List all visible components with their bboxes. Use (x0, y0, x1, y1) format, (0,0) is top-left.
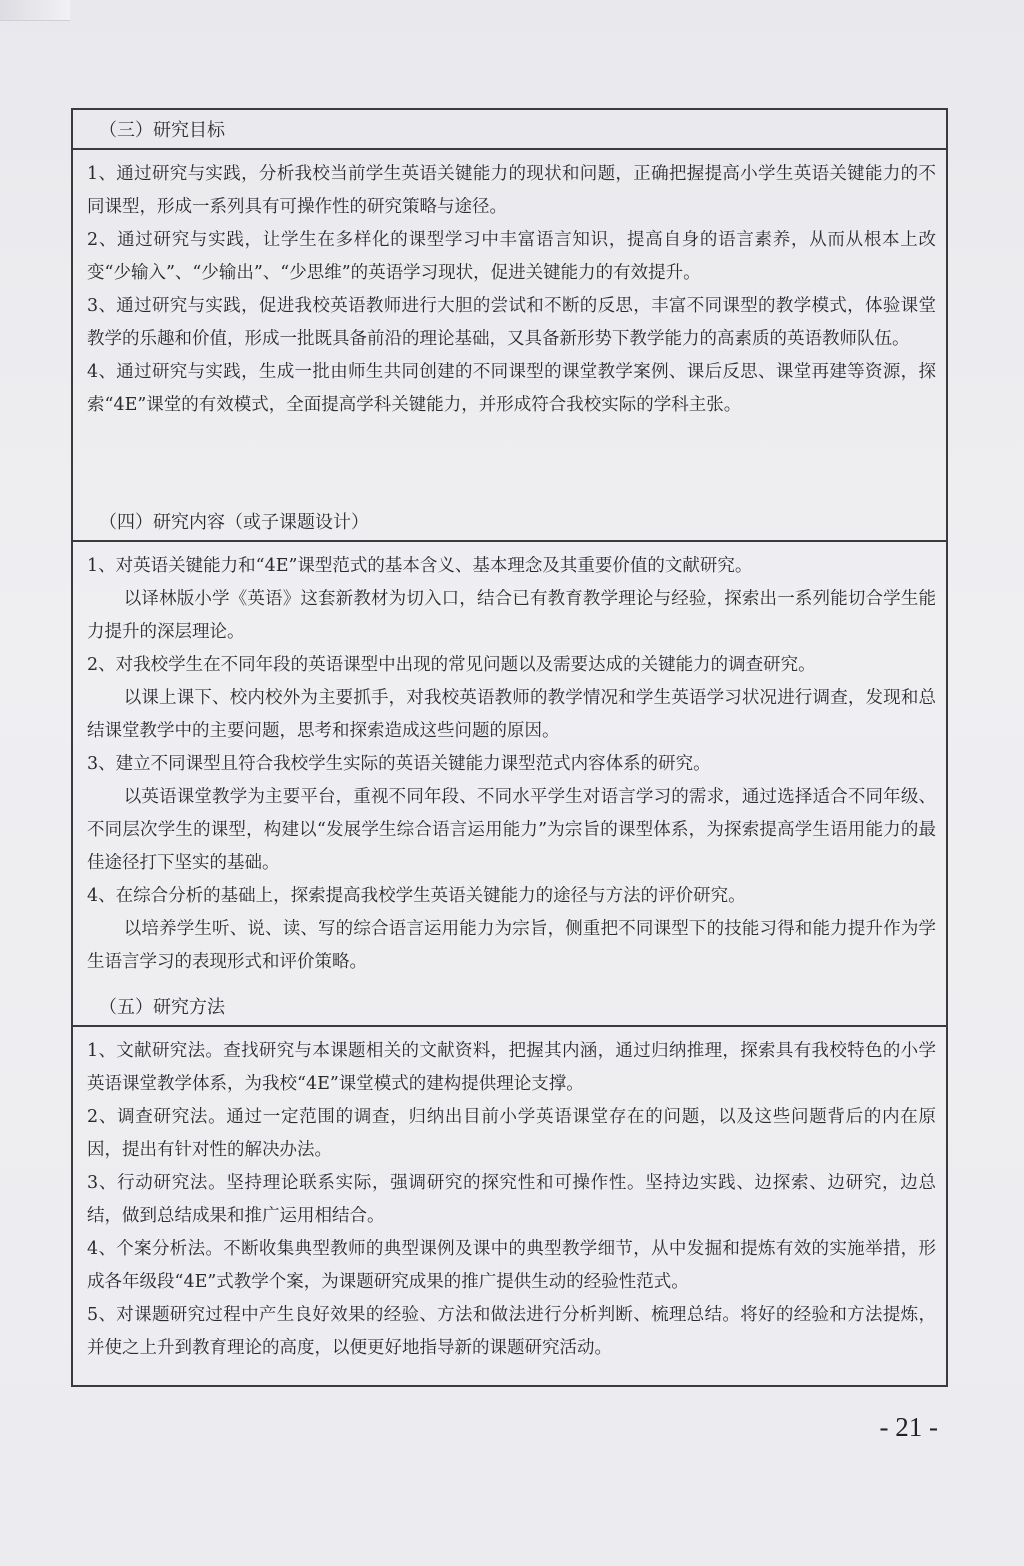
paragraph: 2、通过研究与实践，让学生在多样化的课型学习中丰富语言知识，提高自身的语言素养，从而从根本上改变“少输入”、“少输出”、“少思维”的英语学习现状，促进关键能力的有效提升。 (87, 230, 936, 283)
section-research-goals (73, 110, 946, 502)
section-title: （四）研究内容（或子课题设计） (73, 502, 946, 542)
research-table (71, 108, 948, 1387)
section-body (73, 150, 946, 502)
paragraph: 以译林版小学《英语》这套新教材为切入口，结合已有教育教学理论与经验，探索出一系列能切合学生能力提升的深层理论。 (87, 589, 936, 642)
paragraph: 4、个案分析法。不断收集典型教师的典型课例及课中的典型教学细节，从中发掘和提炼有效的实施举措，形成各年级段“4E”式教学个案，为课题研究成果的推广提供生动的经验性范式。 (87, 1239, 936, 1292)
paragraph: 2、对我校学生在不同年段的英语课型中出现的常见问题以及需要达成的关键能力的调查研究。 (87, 655, 816, 675)
section-title: （五）研究方法 (73, 987, 946, 1027)
paragraph: 2、调查研究法。通过一定范围的调查，归纳出目前小学英语课堂存在的问题，以及这些问题背后的内在原因，提出有针对性的解决办法。 (87, 1107, 936, 1160)
paragraph: 4、在综合分析的基础上，探索提高我校学生英语关键能力的途径与方法的评价研究。 (87, 886, 746, 906)
paragraph: 3、建立不同课型且符合我校学生实际的英语关键能力课型范式内容体系的研究。 (87, 754, 711, 774)
paragraph: 以英语课堂教学为主要平台，重视不同年段、不同水平学生对语言学习的需求，通过选择适合不同年级、不同层次学生的课型，构建以“发展学生综合语言运用能力”为宗旨的课型体系，为探索提高学生语用能力的最佳途径打下坚实的基础。 (87, 787, 936, 873)
paragraph: 1、通过研究与实践，分析我校当前学生英语关键能力的现状和问题，正确把握提高小学生英语关键能力的不同课型，形成一系列具有可操作性的研究策略与途径。 (87, 164, 936, 217)
paragraph: 3、行动研究法。坚持理论联系实际，强调研究的探究性和可操作性。坚持边实践、边探索、边研究，边总结，做到总结成果和推广运用相结合。 (87, 1173, 936, 1226)
section-research-content (73, 502, 946, 987)
section-body (73, 1027, 946, 1385)
section-body (73, 542, 946, 987)
page-number: - 21 - (879, 1412, 938, 1442)
section-title: （三）研究目标 (73, 110, 946, 150)
paragraph: 以培养学生听、说、读、写的综合语言运用能力为宗旨，侧重把不同课型下的技能习得和能力提升作为学生语言学习的表现形式和评价策略。 (87, 919, 936, 972)
paragraph: 1、文献研究法。查找研究与本课题相关的文献资料，把握其内涵，通过归纳推理，探索具有我校特色的小学英语课堂教学体系，为我校“4E”课堂模式的建构提供理论支撑。 (87, 1041, 936, 1094)
paragraph: 4、通过研究与实践，生成一批由师生共同创建的不同课型的课堂教学案例、课后反思、课堂再建等资源，探索“4E”课堂的有效模式，全面提高学科关键能力，并形成符合我校实际的学科主张。 (87, 362, 936, 415)
section-research-methods (73, 987, 946, 1385)
page-fold-corner (0, 0, 70, 21)
paragraph: 以课上课下、校内校外为主要抓手，对我校英语教师的教学情况和学生英语学习状况进行调查，发现和总结课堂教学中的主要问题，思考和探索造成这些问题的原因。 (87, 688, 936, 741)
paragraph: 5、对课题研究过程中产生良好效果的经验、方法和做法进行分析判断、梳理总结。将好的经验和方法提炼，并使之上升到教育理论的高度，以便更好地指导新的课题研究活动。 (87, 1305, 936, 1358)
paragraph: 3、通过研究与实践，促进我校英语教师进行大胆的尝试和不断的反思，丰富不同课型的教学模式，体验课堂教学的乐趣和价值，形成一批既具备前沿的理论基础，又具备新形势下教学能力的高素质的英语教师队伍。 (87, 296, 936, 349)
paragraph: 1、对英语关键能力和“4E”课型范式的基本含义、基本理念及其重要价值的文献研究。 (87, 556, 753, 576)
